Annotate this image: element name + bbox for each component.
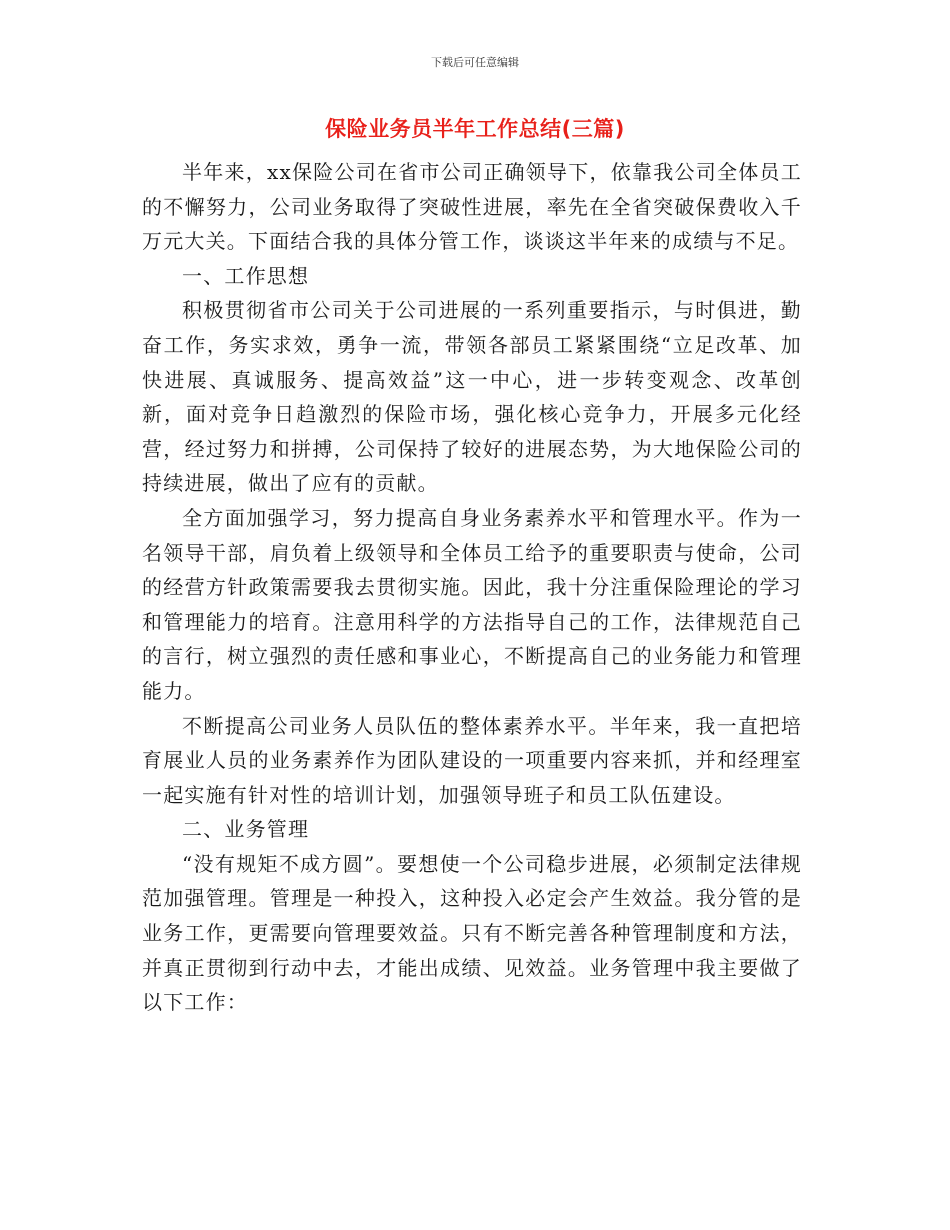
section-heading-work-thought: 一、工作思想: [182, 263, 310, 288]
document-title: 保险业务员半年工作总结(三篇): [325, 117, 625, 141]
paragraph-work-thought: 积极贯彻省市公司关于公司进展的一系列重要指示，与时俱进，勤奋工作，务实求效，勇争一流，带领各部员工紧紧围绕“立足改革、加快进展、真诚服务、提高效益”这一中心，进一步转变观念、改革创新，面对竞争日趋激烈的保险市场，强化核心竞争力，开展多元化经营，经过努力和拼搏，公司保持了较好的进展态势，为大地保险公司的持续进展，做出了应有的贡献。: [142, 298, 802, 496]
paragraph-business-management: “没有规矩不成方圆”。要想使一个公司稳步进展，必须制定法律规范加强管理。管理是一种投入，这种投入必定会产生效益。我分管的是业务工作，更需要向管理要效益。只有不断完善各种管理制度和方法，并真正贯彻到行动中去，才能出成绩、见效益。业务管理中我主要做了以下工作：: [142, 851, 802, 1015]
paragraph-intro: 半年来，xx保险公司在省市公司正确领导下，依靠我公司全体员工的不懈努力，公司业务取得了突破性进展，率先在全省突破保费收入千万元大关。下面结合我的具体分管工作，谈谈这半年来的成绩与不足。: [142, 160, 802, 254]
paragraph-study: 全方面加强学习，努力提高自身业务素养水平和管理水平。作为一名领导干部，肩负着上级领导和全体员工给予的重要职责与使命，公司的经营方针政策需要我去贯彻实施。因此，我十分注重保险理论的学习和管理能力的培育。注意用科学的方法指导自己的工作，法律规范自己的言行，树立强烈的责任感和事业心，不断提高自己的业务能力和管理能力。: [142, 505, 802, 703]
section-heading-business-management: 二、业务管理: [182, 817, 310, 842]
paragraph-team: 不断提高公司业务人员队伍的整体素养水平。半年来，我一直把培育展业人员的业务素养作为团队建设的一项重要内容来抓，并和经理室一起实施有针对性的培训计划，加强领导班子和员工队伍建设。: [142, 713, 802, 807]
document-body: [142, 155, 802, 1020]
header-note: 下载后可任意编辑: [431, 56, 519, 69]
